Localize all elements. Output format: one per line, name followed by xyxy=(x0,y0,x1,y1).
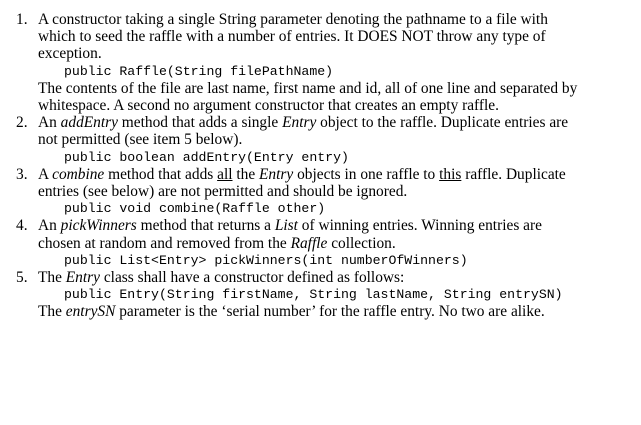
text-run: objects in one raffle to xyxy=(293,165,440,183)
item-description xyxy=(38,217,581,251)
class-name-emphasis: Entry xyxy=(259,165,294,183)
text-run: class shall have a constructor defined as follows: xyxy=(99,269,405,287)
text-run: raffle. Duplicate entries (see below) are not permitted and should be ignored. xyxy=(38,165,566,201)
item-number: 4. xyxy=(16,217,28,235)
list-item-4 xyxy=(0,217,641,269)
list-item-3 xyxy=(0,166,641,218)
item-description: A constructor taking a single String parameter denoting the pathname to a file with which to seed the raffle with a number of entries. It DOES NOT throw any type of exception. xyxy=(38,11,548,63)
text-run: of winning entries. Winning entries are chosen at random and removed from the xyxy=(38,217,542,252)
list-item-2 xyxy=(0,114,641,166)
class-name-emphasis: Entry xyxy=(282,114,317,132)
underlined-word: all xyxy=(217,165,233,183)
method-name-emphasis: pickWinners xyxy=(60,217,137,235)
text-run: A xyxy=(38,165,53,183)
text-run: parameter is the ‘serial number’ for the raffle entry. No two are alike. xyxy=(115,303,545,321)
method-name-emphasis: addEntry xyxy=(60,114,118,132)
text-run: The xyxy=(38,303,66,321)
item-description xyxy=(38,269,581,286)
text-run: object to the raffle. Duplicate entries are not permitted (see item 5 below). xyxy=(38,114,569,149)
list-item-1 xyxy=(0,11,641,114)
item-number: 5. xyxy=(16,269,28,287)
list-item-5 xyxy=(0,269,641,321)
item-details: The contents of the file are last name, first name and id, all of one line and separated by whitespace. A second no argument constructor that creates an empty raffle. xyxy=(38,79,578,115)
text-run: the xyxy=(232,165,260,183)
underlined-word: this xyxy=(439,165,462,183)
text-run: method that adds xyxy=(104,165,218,183)
code-signature: public List<Entry> pickWinners(int numberOfWinners) xyxy=(64,252,468,268)
item-number: 1. xyxy=(16,11,28,28)
method-name-emphasis: combine xyxy=(52,165,105,183)
text-run: collection. xyxy=(327,234,396,252)
code-signature: public boolean addEntry(Entry entry) xyxy=(64,149,349,165)
text-run: An xyxy=(38,217,61,235)
class-name-emphasis: Entry xyxy=(65,269,100,287)
item-number: 2. xyxy=(16,114,28,132)
code-signature: public void combine(Raffle other) xyxy=(64,201,326,217)
text-run: An xyxy=(38,114,61,132)
item-details xyxy=(38,303,581,320)
class-name-emphasis: Raffle xyxy=(290,234,328,252)
text-run: method that returns a xyxy=(136,217,275,235)
item-description xyxy=(38,114,581,148)
item-description xyxy=(38,166,581,200)
text-run: The xyxy=(38,269,66,287)
item-number: 3. xyxy=(16,165,28,183)
parameter-name-emphasis: entrySN xyxy=(65,303,116,321)
code-signature: public Entry(String firstName, String lastName, String entrySN) xyxy=(64,287,563,303)
requirements-document xyxy=(0,11,641,321)
code-signature: public Raffle(String filePathName) xyxy=(64,63,334,79)
type-name-emphasis: List xyxy=(274,217,298,235)
text-run: method that adds a single xyxy=(117,114,283,132)
